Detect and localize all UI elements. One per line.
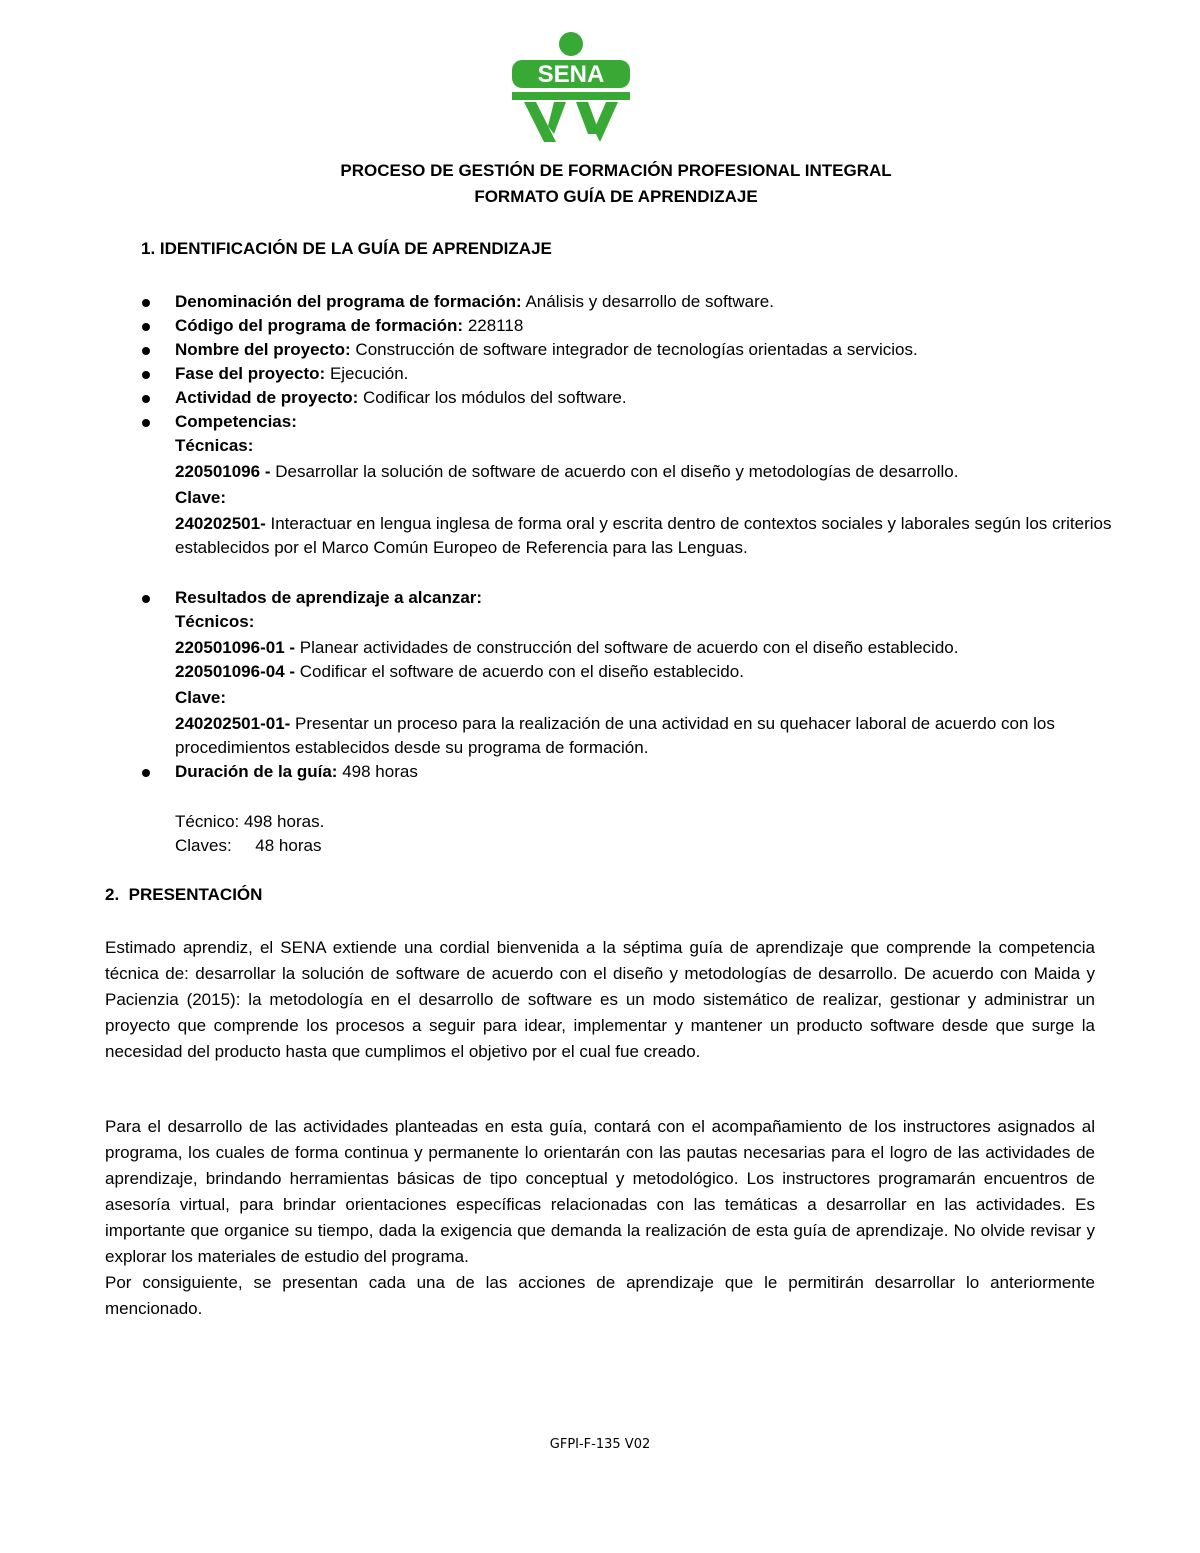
list-item-resultados: Resultados de aprendizaje a alcanzar:: [175, 588, 483, 607]
identification-list: [140, 290, 1160, 858]
clave-label: Clave:: [175, 488, 227, 507]
list-item-competencias: Competencias:: [175, 412, 297, 431]
duracion-tecnico: Técnico: 498 horas.: [175, 812, 325, 831]
competencia-clave: 240202501- Interactuar en lengua inglesa de forma oral y escrita dentro de contextos sociales y laborales según los criterios establecidos por el Marco Común Europeo de Referencia para las Lenguas.: [175, 514, 1112, 557]
tecnicos-label: Técnicos:: [175, 612, 255, 631]
logo-head: [559, 32, 583, 56]
list-item-denominacion: Denominación del programa de formación: Análisis y desarrollo de software.: [175, 292, 774, 311]
competencia-tecnica: 220501096 - Desarrollar la solución de software de acuerdo con el diseño y metodologías de desarrollo.: [175, 462, 959, 481]
header-title-format: FORMATO GUÍA DE APRENDIZAJE: [474, 187, 758, 206]
resultado-1: 220501096-01 - Planear actividades de construcción del software de acuerdo con el diseño establecido.: [175, 638, 959, 657]
resultado-3: 240202501-01- Presentar un proceso para la realización de una actividad en su quehacer laboral de acuerdo con los procedimientos establecidos desde su programa de formación.: [175, 714, 1055, 757]
logo-text: SENA: [537, 61, 605, 88]
resultados-clave-label: Clave:: [175, 688, 227, 707]
logo-bar: [512, 92, 630, 100]
duracion-claves: Claves: 48 horas: [175, 836, 322, 855]
logo-right-leg: [594, 102, 618, 142]
sena-logo: [508, 30, 634, 146]
list-item-codigo: Código del programa de formación: 228118: [175, 316, 524, 335]
presentation-paragraph-3-text: Por consiguiente, se presentan cada una de las acciones de aprendizaje que le permitirán desarrollar lo anteriormente mencionado.: [105, 1273, 1095, 1318]
resultado-2: 220501096-04 - Codificar el software de acuerdo con el diseño establecido.: [175, 662, 744, 681]
list-item-proyecto: Nombre del proyecto: Construcción de software integrador de tecnologías orientadas a servicios.: [175, 340, 918, 359]
logo-center-left: [548, 102, 566, 134]
list-item-duracion: Duración de la guía: 498 horas: [175, 762, 418, 781]
section-1-heading: 1. IDENTIFICACIÓN DE LA GUÍA DE APRENDIZAJE: [141, 239, 552, 258]
list-item-fase: Fase del proyecto: Ejecución.: [175, 364, 409, 383]
header-title-process: PROCESO DE GESTIÓN DE FORMACIÓN PROFESIONAL INTEGRAL: [340, 161, 892, 180]
presentation-paragraph-1: Estimado aprendiz, el SENA extiende una cordial bienvenida a la séptima guía de aprendizaje que comprende la competencia técnica de: desarrollar la solución de software de acuerdo con el diseño y metodologías de desarrollo. De acuerdo con Maida y Pacienzia (2015): la metodología en el desarrollo de software es un modo sistemático de realizar, gestionar y administrar un proyecto que comprende los procesos a seguir para idear, implementar y mantener un producto software desde que surge la necesidad del producto hasta que cumplimos el objetivo por el cual fue creado.: [105, 938, 1095, 1061]
presentation-paragraph-2-text: Para el desarrollo de las actividades planteadas en esta guía, contará con el acompañamiento de los instructores asignados al programa, los cuales de forma continua y permanente lo orientarán con las pautas necesarias para el logro de las actividades de aprendizaje, brindando herramientas básicas de tipo conceptual y metodológico. Los instructores programarán encuentros de asesoría virtual, para brindar orientaciones específicas relacionadas con las temáticas a desarrollar en las actividades. Es importante que organice su tiempo, dada la exigencia que demanda la realización de esta guía de aprendizaje. No olvide revisar y explorar los materiales de estudio del programa.: [105, 1117, 1095, 1266]
presentation-paragraph-2: [105, 1114, 1095, 1322]
list-item-actividad: Actividad de proyecto: Codificar los módulos del software.: [175, 388, 627, 407]
tecnicas-label: Técnicas:: [175, 436, 254, 455]
footer-document-code: GFPI-F-135 V02: [549, 1437, 651, 1452]
section-2-heading: 2. PRESENTACIÓN: [105, 885, 263, 904]
